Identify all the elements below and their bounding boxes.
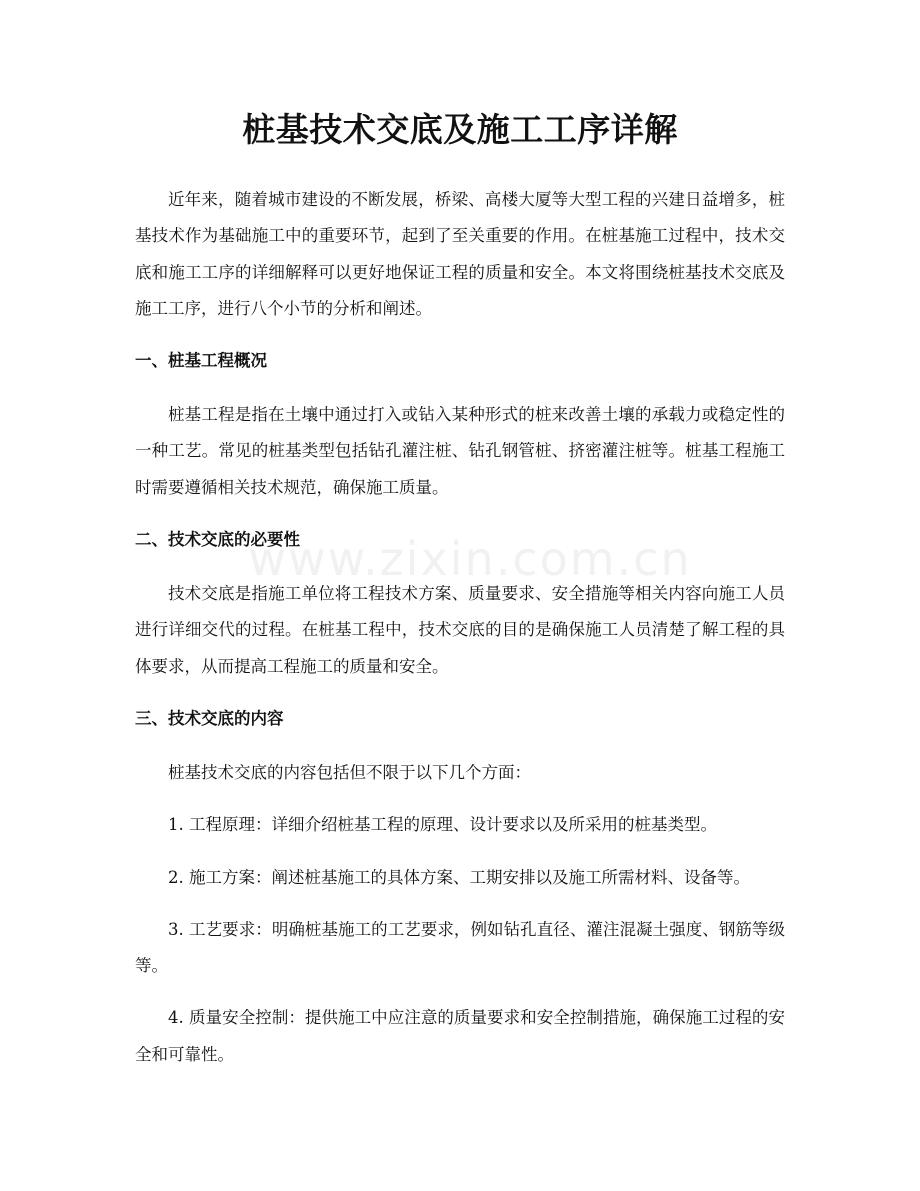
watermark: www.zixin.com.cn: [248, 532, 692, 586]
section-heading-2: 二、技术交底的必要性: [135, 530, 300, 550]
section-heading-1: 一、桩基工程概况: [135, 351, 267, 371]
list-item: 3. 工艺要求：明确桩基施工的工艺要求，例如钻孔直径、灌注混凝土强度、钢筋等级等。: [135, 919, 785, 976]
section-paragraph-3: 桩基技术交底的内容包括但不限于以下几个方面：: [168, 762, 531, 782]
section-paragraph-2: 技术交底是指施工单位将工程技术方案、质量要求、安全措施等相关内容向施工人员进行详细交代的过程。在桩基工程中，技术交底的目的是确保施工人员清楚了解工程的具体要求，从而提高工程施工的质量和安全。: [135, 584, 785, 676]
document-title: 桩基技术交底及施工工序详解: [242, 110, 678, 149]
section-paragraph-1: 桩基工程是指在土壤中通过打入或钻入某种形式的桩来改善土壤的承载力或稳定性的一种工艺。常见的桩基类型包括钻孔灌注桩、钻孔钢管桩、挤密灌注桩等。桩基工程施工时需要遵循相关技术规范，确保施工质量。: [135, 405, 785, 497]
section-heading-3: 三、技术交底的内容: [135, 708, 284, 728]
list-item: 4. 质量安全控制：提供施工中应注意的质量要求和安全控制措施，确保施工过程的安全和可靠性。: [135, 1008, 785, 1064]
document-body: [135, 182, 785, 1073]
list-item: 1. 工程原理：详细介绍桩基工程的原理、设计要求以及所采用的桩基类型。: [168, 815, 717, 835]
intro-paragraph: 近年来，随着城市建设的不断发展，桥梁、高楼大厦等大型工程的兴建日益增多，桩基技术作为基础施工中的重要环节，起到了至关重要的作用。在桩基施工过程中，技术交底和施工工序的详细解释可以更好地保证工程的质量和安全。本文将围绕桩基技术交底及施工工序，进行八个小节的分析和阐述。: [135, 190, 785, 318]
list-item: 2. 施工方案：阐述桩基施工的具体方案、工期安排以及施工所需材料、设备等。: [168, 867, 750, 887]
